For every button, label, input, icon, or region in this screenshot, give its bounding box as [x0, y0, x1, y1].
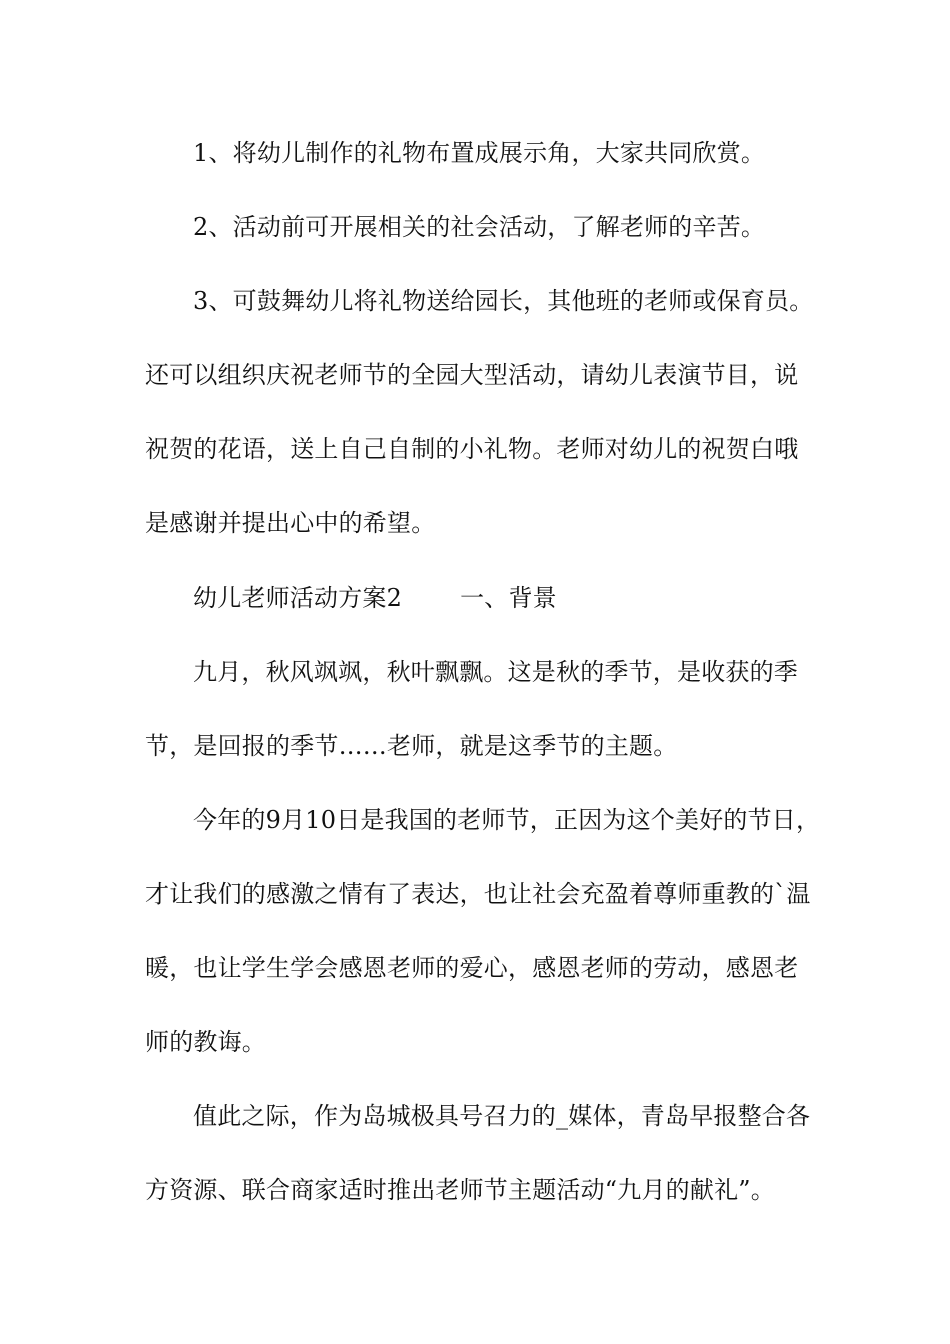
paragraph-line: 暖，也让学生学会感恩老师的爱心，感恩老师的劳动，感恩老	[145, 954, 799, 982]
paragraph-line: 还可以组织庆祝老师节的全园大型活动，请幼儿表演节目，说	[145, 361, 799, 389]
paragraph-line: 师的教诲。	[145, 1028, 266, 1056]
section-heading-line	[193, 582, 873, 614]
list-item-1: 1、将幼儿制作的礼物布置成展示角，大家共同欣赏。	[193, 139, 766, 167]
section-heading: 一、背景	[460, 584, 557, 612]
list-item-3: 3、可鼓舞幼儿将礼物送给园长，其他班的老师或保育员。	[193, 287, 814, 315]
paragraph-line: 是感谢并提出心中的希望。	[145, 509, 436, 537]
paragraph-line: 今年的9月10日是我国的老师节，正因为这个美好的节日，	[193, 806, 821, 834]
list-item-2: 2、活动前可开展相关的社会活动，了解老师的辛苦。	[193, 213, 766, 241]
paragraph-line: 祝贺的花语，送上自己自制的小礼物。老师对幼儿的祝贺白哦	[145, 435, 799, 463]
paragraph-line: 值此之际，作为岛城极具号召力的_媒体，青岛早报整合各	[193, 1102, 811, 1130]
paragraph-line: 才让我们的感激之情有了表达，也让社会充盈着尊师重教的`温	[145, 880, 811, 908]
document-title: 幼儿老师活动方案2	[193, 584, 403, 612]
paragraph-line: 节，是回报的季节……老师，就是这季节的主题。	[145, 732, 678, 760]
paragraph-line: 方资源、联合商家适时推出老师节主题活动“九月的献礼”。	[145, 1176, 775, 1204]
paragraph-line: 九月，秋风飒飒，秋叶飘飘。这是秋的季节，是收获的季	[193, 658, 798, 686]
